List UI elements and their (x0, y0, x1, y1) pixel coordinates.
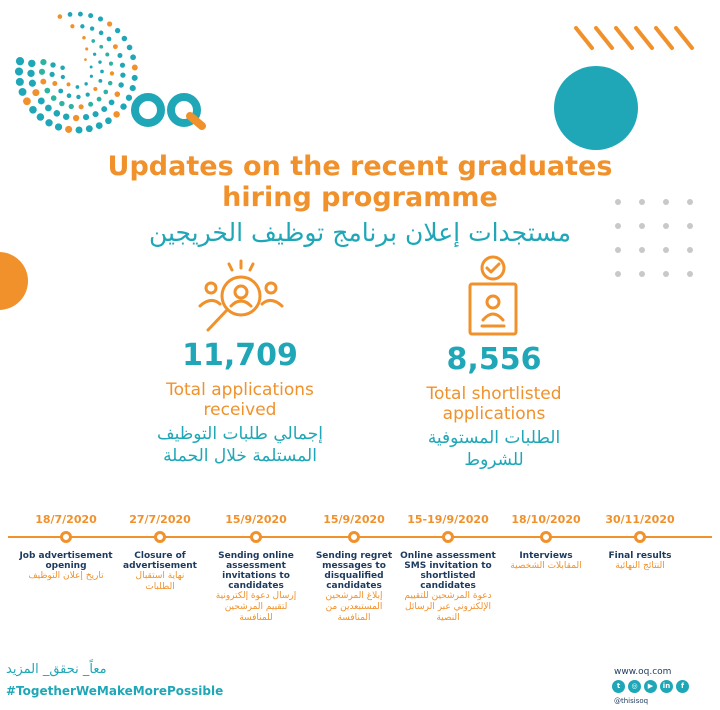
footer-arabic-slogan: معاً_ نحقق_ المزيد (6, 662, 107, 677)
timeline-label-ar: المستبعدين من (325, 602, 383, 612)
spiral-dot (54, 110, 61, 117)
timeline-label-ar: الطلبات (145, 582, 175, 592)
spiral-dot (113, 111, 120, 118)
spiral-dot (29, 80, 36, 87)
spiral-dot (96, 122, 103, 129)
spiral-dot (76, 95, 80, 99)
applicants-search-icon (196, 258, 286, 342)
total-shortlisted-label-en-1: Total shortlisted (426, 384, 562, 404)
spiral-dot (16, 78, 24, 86)
timeline-label-en: candidates (326, 581, 382, 591)
spiral-dot (58, 89, 63, 94)
timeline-label-en: shortlisted (420, 571, 476, 581)
spiral-dot (107, 21, 112, 26)
timeline-label-en: assessment (226, 561, 286, 571)
spiral-dot (52, 81, 57, 86)
timeline-date: 18/10/2020 (511, 513, 581, 526)
spiral-dot (55, 123, 62, 130)
spiral-dot (88, 102, 93, 107)
timeline-date: 15-19/9/2020 (407, 513, 489, 526)
timeline-dot (540, 531, 552, 543)
total-applications-value: 11,709 (182, 338, 298, 373)
spiral-dot (44, 88, 50, 94)
timeline-label-en: advertisement (123, 561, 197, 571)
spiral-dot (98, 60, 101, 63)
footer-hashtag: #TogetherWeMakeMorePossible (6, 684, 224, 698)
spiral-dot (84, 58, 87, 61)
spiral-dot (80, 24, 84, 28)
spiral-dot (105, 117, 112, 124)
spiral-dot (93, 87, 97, 91)
timeline-label-ar: إبلاغ المرشحين (325, 591, 383, 601)
spiral-dot (132, 65, 138, 71)
timeline-label-ar: المنافسة (337, 613, 371, 623)
title-english-line1: Updates on the recent graduates (107, 151, 613, 182)
spiral-dot (130, 54, 136, 60)
total-applications-label-ar-1: إجمالي طلبات التوظيف (157, 424, 323, 444)
spiral-dot (127, 45, 133, 51)
spiral-dot (37, 113, 45, 121)
spiral-dot (39, 69, 45, 75)
timeline-label-en: invitations to (222, 571, 290, 581)
spiral-dot (88, 13, 93, 18)
spiral-dot (79, 104, 84, 109)
spiral-dot (99, 31, 104, 36)
facebook-icon[interactable]: f (676, 680, 689, 693)
spiral-dot (51, 95, 57, 101)
timeline-dot (250, 531, 262, 543)
total-applications-label-en-2: received (203, 400, 277, 420)
spiral-dot (63, 113, 69, 119)
total-applications-label-ar-2: المستلمة خلال الحملة (163, 446, 317, 466)
spiral-dot (86, 92, 90, 96)
total-shortlisted-label-ar-1: الطلبات المستوفية (427, 428, 561, 448)
stripes-decoration (572, 18, 712, 52)
timeline-label-ar: النصية (436, 613, 460, 623)
timeline-label-ar: الإلكتروني عبر الرسائل (405, 602, 491, 612)
spiral-dot (70, 24, 74, 28)
spiral-dot (113, 44, 118, 49)
timeline-label-en: Closure of (134, 551, 186, 561)
youtube-icon[interactable]: ▶ (644, 680, 657, 693)
spiral-dot (78, 12, 83, 17)
title-arabic: مستجدات إعلان برنامج توظيف الخريجين (148, 218, 572, 247)
spiral-dot (23, 97, 31, 105)
spiral-dot (98, 16, 103, 21)
spiral-dot (85, 47, 88, 50)
timeline-date: 18/7/2020 (35, 513, 97, 526)
title-english-line2: hiring programme (222, 182, 498, 213)
spiral-dot (103, 90, 108, 95)
spiral-dot (108, 81, 112, 85)
timeline-label-en: Online assessment (400, 551, 496, 561)
spiral-dot (67, 93, 72, 98)
timeline-dot (442, 531, 454, 543)
spiral-dot (117, 53, 122, 58)
timeline-label-en: Final results (608, 551, 672, 561)
spiral-dot (67, 82, 71, 86)
grid-dot (663, 271, 669, 277)
spiral-dot (29, 106, 37, 114)
timeline-label-en: candidates (420, 581, 476, 591)
spiral-dot (90, 75, 93, 78)
spiral-dot (100, 70, 104, 74)
spiral-dot (15, 67, 23, 75)
spiral-dot (97, 97, 102, 102)
timeline-date: 15/9/2020 (225, 513, 287, 526)
spiral-dot (28, 60, 35, 67)
timeline-label-ar: نهاية استقبال (135, 571, 185, 581)
timeline-dot (154, 531, 166, 543)
spiral-dot (120, 103, 126, 109)
spiral-dot (59, 101, 64, 106)
spiral-dot (50, 72, 55, 77)
spiral-dot (82, 36, 86, 40)
spiral-dot (86, 125, 93, 132)
spiral-dot (69, 104, 74, 109)
dot-spiral-decoration (10, 5, 145, 140)
spiral-dot (110, 71, 114, 75)
timeline-dot (634, 531, 646, 543)
total-applications-label-en-1: Total applications (166, 380, 314, 400)
spiral-dot (118, 82, 123, 87)
linkedin-icon[interactable]: in (660, 680, 673, 693)
spiral-dot (40, 79, 46, 85)
timeline-label-ar: تاريخ إعلان التوظيف (28, 571, 104, 581)
social-handle: @thisisoq (614, 697, 649, 705)
spiral-dot (115, 28, 120, 33)
timeline-label-ar: للمنافسة (239, 613, 273, 623)
spiral-dot (61, 75, 65, 79)
timeline-date: 30/11/2020 (605, 513, 675, 526)
timeline-label-en: opening (45, 561, 87, 571)
total-shortlisted-label-ar-2: للشروط (464, 450, 524, 470)
timeline-label-ar: المقابلات الشخصية (510, 561, 582, 571)
spiral-dot (16, 57, 24, 65)
timeline-label-en: Sending regret (315, 551, 393, 561)
timeline-label-ar: إرسال دعوة إلكترونية (215, 591, 297, 601)
spiral-dot (91, 39, 95, 43)
grid-dot (639, 271, 645, 277)
social-icons-row (612, 680, 689, 693)
spiral-dot (50, 62, 55, 67)
spiral-dot (90, 26, 94, 30)
spiral-dot (68, 12, 73, 17)
spiral-dot (120, 72, 125, 77)
orange-half-circle-decoration (0, 252, 28, 310)
shortlisted-badge-icon (462, 254, 524, 342)
instagram-icon[interactable]: ◎ (628, 680, 641, 693)
timeline-dot (60, 531, 72, 543)
spiral-dot (114, 91, 120, 97)
spiral-dot (132, 75, 138, 81)
twitter-icon[interactable]: t (612, 680, 625, 693)
timeline-date: 27/7/2020 (129, 513, 191, 526)
spiral-dot (105, 52, 109, 56)
spiral-dot (60, 65, 65, 70)
spiral-dot (120, 63, 125, 68)
timeline-label-en: disqualified (324, 571, 384, 581)
timeline-dot (348, 531, 360, 543)
oq-logo (128, 88, 210, 136)
spiral-dot (27, 70, 34, 77)
spiral-dot (93, 53, 96, 56)
timeline-label-en: candidates (228, 581, 284, 591)
timeline-label-en: Sending online (218, 551, 294, 561)
timeline-label-en: Interviews (519, 551, 573, 561)
timeline-label-en: Job advertisement (19, 551, 113, 561)
spiral-dot (65, 126, 72, 133)
spiral-dot (84, 82, 87, 85)
spiral-dot (19, 88, 27, 96)
spiral-dot (40, 59, 46, 65)
spiral-dot (76, 85, 80, 89)
timeline-label-en: SMS invitation to (404, 561, 492, 571)
total-shortlisted-value: 8,556 (446, 342, 542, 377)
timeline-date: 15/9/2020 (323, 513, 385, 526)
timeline-label-en: messages to (322, 561, 386, 571)
teal-circle-decoration (554, 66, 638, 150)
spiral-dot (109, 99, 115, 105)
spiral-dot (98, 79, 102, 83)
spiral-dot (45, 105, 52, 112)
spiral-dot (90, 66, 93, 69)
spiral-dot (45, 119, 52, 126)
spiral-dot (99, 45, 103, 49)
spiral-dot (58, 14, 63, 19)
spiral-dot (76, 126, 83, 133)
spiral-dot (122, 36, 128, 42)
timeline-label-ar: لتقييم المرشحين (224, 602, 288, 612)
website-link[interactable]: www.oq.com (614, 667, 672, 677)
timeline-line (8, 536, 712, 538)
spiral-dot (83, 114, 89, 120)
spiral-dot (101, 106, 107, 112)
spiral-dot (38, 98, 45, 105)
timeline-label-ar: دعوة المرشحين للتقييم (404, 591, 492, 601)
spiral-dot (109, 62, 113, 66)
timeline-label-ar: النتائج النهائية (615, 561, 665, 571)
total-shortlisted-label-en-2: applications (442, 404, 546, 424)
spiral-dot (107, 37, 112, 42)
spiral-dot (32, 89, 39, 96)
grid-dot (615, 271, 621, 277)
spiral-dot (93, 111, 99, 117)
grid-dot (687, 271, 693, 277)
spiral-dot (73, 115, 79, 121)
